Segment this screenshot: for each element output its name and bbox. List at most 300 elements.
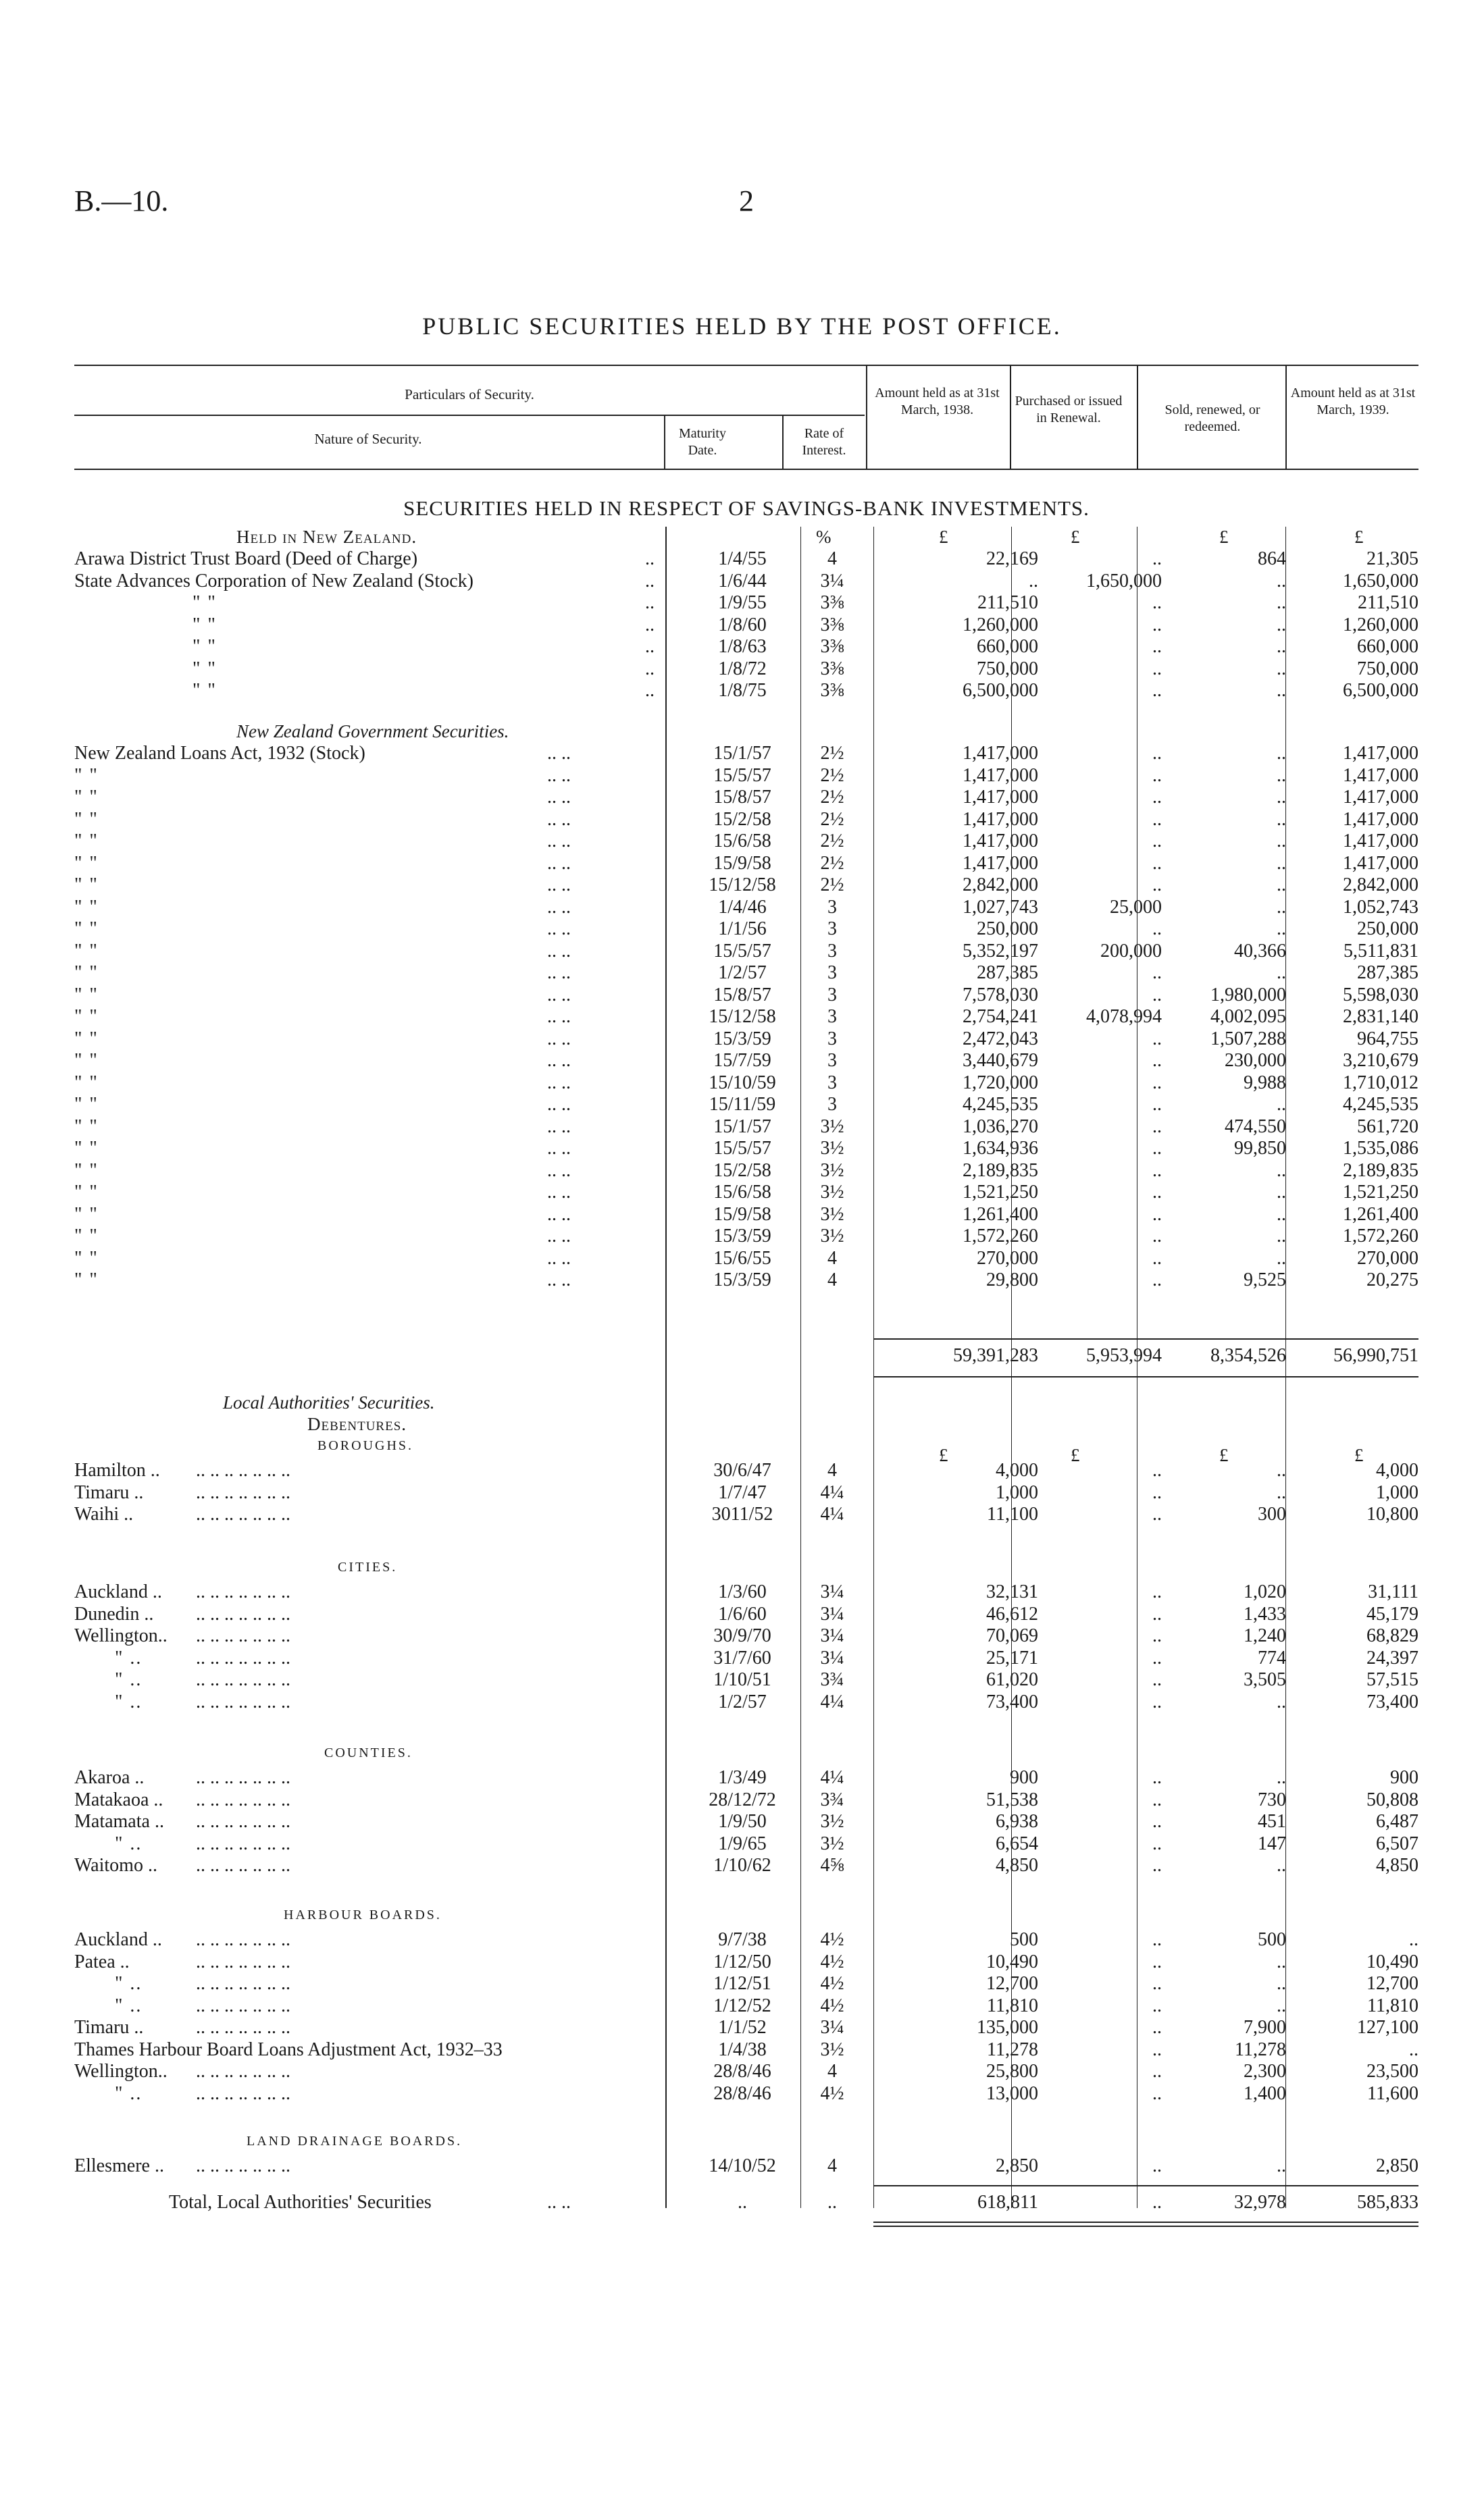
purchased-amount: ..	[1152, 1050, 1162, 1071]
subtotal1-top-rule	[873, 1338, 1418, 1340]
interest-rate: 4	[827, 548, 837, 569]
purchased-amount: ..	[1152, 2039, 1162, 2060]
sold-amount: ..	[1277, 1182, 1286, 1203]
sold-amount: ..	[1277, 918, 1286, 939]
amount-1938: 10,490	[986, 1951, 1038, 1972]
header-maturity: Maturity Date.	[679, 426, 726, 458]
header-top-rule	[74, 365, 1418, 366]
maturity-date: 1/6/44	[718, 570, 767, 592]
sold-amount: 500	[1258, 1929, 1286, 1950]
maturity-date: 30/6/47	[713, 1460, 771, 1481]
leader-dots: .. .. .. .. .. .. ..	[196, 2061, 290, 2082]
harbour-label: HARBOUR BOARDS.	[284, 1908, 442, 1922]
maturity-date: 1/4/38	[718, 2039, 767, 2060]
table-row	[74, 1648, 1418, 1669]
sold-amount: ..	[1277, 1247, 1286, 1269]
interest-rate: 3⅜	[820, 592, 844, 613]
amount-1939: 31,111	[1368, 1581, 1418, 1602]
amount-1939: ..	[1409, 2039, 1418, 2060]
interest-rate: 3	[827, 1072, 837, 1093]
interest-rate: 3¼	[820, 1647, 844, 1669]
vline-header-3	[866, 366, 867, 469]
amount-1938: 900	[1010, 1767, 1038, 1788]
interest-rate: 4½	[820, 1929, 844, 1950]
maturity-date: 15/11/59	[709, 1094, 776, 1115]
land-drainage-label: LAND DRAINAGE BOARDS.	[247, 2134, 463, 2149]
leader-dots: .. ..	[547, 1115, 571, 1137]
leader-dots: .. ..	[547, 1094, 571, 1115]
sold-amount: 147	[1258, 1833, 1286, 1854]
maturity-date: 1/12/51	[713, 1973, 771, 1994]
leader-dots: .. .. .. .. .. .. ..	[196, 1951, 290, 1972]
security-name: " "	[74, 852, 99, 874]
amount-1939: 2,189,835	[1343, 1159, 1418, 1181]
amount-1939: 2,831,140	[1343, 1006, 1418, 1027]
security-name: Waihi ..	[74, 1504, 134, 1525]
table-row	[74, 1767, 1418, 1789]
amount-1939: 6,507	[1376, 1833, 1418, 1854]
amount-1938: 1,417,000	[963, 831, 1038, 851]
table-row	[74, 1050, 1418, 1072]
leader-dots: .. ..	[547, 940, 571, 962]
amount-1938: 29,800	[986, 1269, 1038, 1290]
vline-header-5	[1137, 366, 1138, 469]
maturity-date: 1/8/72	[718, 658, 767, 679]
amount-1939: 1,417,000	[1343, 764, 1418, 786]
sold-amount: 4,002,095	[1210, 1006, 1286, 1027]
maturity-date: 3011/52	[711, 1504, 773, 1525]
unit-pound-1939-local: £	[1354, 1445, 1364, 1465]
security-name: " "	[74, 1028, 99, 1049]
table-row	[74, 1248, 1418, 1269]
purchased-amount: ..	[1152, 1603, 1162, 1625]
amount-1939: 6,500,000	[1343, 680, 1418, 701]
leader-dots: .. .. .. .. .. .. ..	[196, 1481, 290, 1503]
sold-amount: 40,366	[1234, 940, 1286, 962]
table-row	[74, 1204, 1418, 1226]
purchased-amount: ..	[1152, 680, 1162, 701]
leader-dots: .. ..	[547, 852, 571, 874]
amount-1939: 660,000	[1357, 636, 1418, 657]
amount-1939: ..	[1409, 1929, 1418, 1950]
security-name: Wellington..	[74, 1625, 168, 1646]
leader-dots: .. ..	[547, 1269, 571, 1290]
security-name: " "	[74, 918, 99, 939]
security-name: " "	[74, 1050, 99, 1071]
amount-1939: 23,500	[1366, 2061, 1418, 2082]
interest-rate: 3¼	[820, 1581, 844, 1602]
purchased-amount: ..	[1152, 918, 1162, 939]
subtotal1-sold: 8,354,526	[1210, 1345, 1286, 1366]
security-name: " ..	[115, 1691, 143, 1712]
maturity-date: 15/5/57	[713, 764, 771, 786]
interest-rate: 3½	[820, 2039, 844, 2060]
security-name: " "	[193, 592, 217, 613]
maturity-date: 14/10/52	[709, 2155, 776, 2176]
amount-1938: 1,417,000	[963, 852, 1038, 874]
header-rate: Rate of Interest.	[802, 426, 846, 458]
amount-1938: ..	[1029, 570, 1038, 592]
sold-amount: 230,000	[1225, 1050, 1286, 1071]
unit-pound-1939: £	[1354, 527, 1364, 547]
sold-amount: ..	[1277, 680, 1286, 701]
amount-1938: 750,000	[977, 658, 1038, 679]
interest-rate: 4⅝	[820, 1855, 844, 1876]
interest-rate: 4¼	[820, 1767, 844, 1788]
interest-rate: 3½	[820, 1811, 844, 1832]
header-particulars: Particulars of Security.	[405, 386, 534, 402]
maturity-date: 1/2/57	[718, 962, 767, 983]
security-name: Timaru ..	[74, 2017, 144, 2038]
leader-dots: .. ..	[547, 1226, 571, 1246]
sold-amount: ..	[1277, 1203, 1286, 1225]
interest-rate: 3½	[820, 1203, 844, 1225]
leader-dots: .. ..	[547, 1028, 571, 1049]
leader-dots: .. ..	[547, 808, 571, 830]
sold-amount: 1,980,000	[1210, 984, 1286, 1005]
interest-rate: 3	[827, 1094, 837, 1115]
purchased-amount: 1,650,000	[1086, 570, 1162, 592]
amount-1938: 25,171	[986, 1647, 1038, 1669]
amount-1938: 1,521,250	[963, 1182, 1038, 1203]
leader-dots: .. .. .. .. .. .. ..	[196, 1995, 290, 2016]
maturity-date: 1/3/60	[718, 1581, 767, 1602]
sold-amount: 9,525	[1244, 1269, 1286, 1290]
amount-1939: 1,521,250	[1343, 1182, 1418, 1203]
security-name: " "	[74, 1138, 99, 1159]
leader-dots: .. .. .. .. .. .. ..	[196, 1855, 290, 1876]
leader-dots: .. ..	[547, 1050, 571, 1071]
sold-amount: 7,900	[1244, 2017, 1286, 2038]
interest-rate: 4¼	[820, 1504, 844, 1525]
interest-rate: 4½	[820, 2082, 844, 2104]
interest-rate: 3½	[820, 1182, 844, 1203]
interest-rate: 3½	[820, 1138, 844, 1159]
table-row	[74, 571, 1418, 592]
leader-dots: .. ..	[547, 831, 571, 851]
maturity-date: 1/4/46	[718, 896, 767, 918]
purchased-amount: ..	[1152, 1269, 1162, 1290]
maturity-date: 15/5/57	[713, 1138, 771, 1159]
table-row	[74, 1973, 1418, 1995]
interest-rate: 4¼	[820, 1691, 844, 1712]
amount-1939: 1,572,260	[1343, 1226, 1418, 1246]
leader-dots: ..	[645, 614, 655, 635]
purchased-amount: ..	[1152, 2061, 1162, 2082]
amount-1939: 5,511,831	[1344, 940, 1418, 962]
leader-dots: .. ..	[547, 1247, 571, 1269]
sold-amount: ..	[1277, 1855, 1286, 1876]
sold-amount: ..	[1277, 896, 1286, 918]
total-local-label: Total, Local Authorities' Securities	[169, 2192, 432, 2213]
leader-dots: .. .. .. .. .. .. ..	[196, 1833, 290, 1854]
purchased-amount: ..	[1152, 1929, 1162, 1950]
amount-1938: 12,700	[986, 1973, 1038, 1994]
purchased-amount: ..	[1152, 962, 1162, 983]
amount-1939: 561,720	[1357, 1115, 1418, 1137]
table-row	[74, 1951, 1418, 1973]
unit-pound-purchased: £	[1071, 527, 1080, 547]
interest-rate: 3⅜	[820, 614, 844, 635]
table-row	[74, 2017, 1418, 2039]
security-name: Dunedin ..	[74, 1603, 154, 1625]
amount-1938: 2,842,000	[963, 874, 1038, 895]
header-bottom-rule	[74, 469, 1418, 470]
amount-1938: 46,612	[986, 1603, 1038, 1625]
amount-1939: 3,210,679	[1343, 1050, 1418, 1071]
sold-amount: ..	[1277, 1973, 1286, 1994]
table-row	[74, 1226, 1418, 1247]
amount-1939: 20,275	[1366, 1269, 1418, 1290]
security-name: " ..	[115, 2082, 143, 2104]
amount-1939: 1,417,000	[1343, 808, 1418, 830]
maturity-date: 1/6/60	[718, 1603, 767, 1625]
table-row	[74, 787, 1418, 808]
total-local-rate: ..	[827, 2192, 837, 2213]
amount-1939: 287,385	[1357, 962, 1418, 983]
amount-1938: 2,472,043	[963, 1028, 1038, 1049]
security-name: " "	[74, 1226, 99, 1246]
amount-1939: 1,052,743	[1343, 896, 1418, 918]
purchased-amount: ..	[1152, 1247, 1162, 1269]
table-row	[74, 2039, 1418, 2061]
purchased-amount: ..	[1152, 764, 1162, 786]
purchased-amount: ..	[1152, 1481, 1162, 1503]
amount-1939: 750,000	[1357, 658, 1418, 679]
page-code: B.—10.	[74, 184, 169, 217]
sold-amount: 300	[1258, 1504, 1286, 1525]
interest-rate: 3¼	[820, 1625, 844, 1646]
interest-rate: 3	[827, 918, 837, 939]
maturity-date: 15/10/59	[709, 1072, 776, 1093]
maturity-date: 15/6/58	[713, 831, 771, 851]
purchased-amount: ..	[1152, 658, 1162, 679]
sold-amount: ..	[1277, 1951, 1286, 1972]
leader-dots: .. .. .. .. .. .. ..	[196, 2082, 290, 2104]
maturity-date: 15/3/59	[713, 1269, 771, 1290]
amount-1939: 45,179	[1366, 1603, 1418, 1625]
interest-rate: 4½	[820, 1973, 844, 1994]
amount-1938: 70,069	[986, 1625, 1038, 1646]
maturity-date: 30/9/70	[713, 1625, 771, 1646]
purchased-amount: ..	[1152, 1625, 1162, 1646]
security-name: " "	[74, 1159, 99, 1181]
table-row	[74, 743, 1418, 764]
interest-rate: 3½	[820, 1226, 844, 1246]
vline-header-6	[1285, 366, 1287, 469]
security-name: Auckland ..	[74, 1581, 162, 1602]
interest-rate: 3	[827, 940, 837, 962]
maturity-date: 1/4/55	[718, 548, 767, 569]
security-name: " "	[74, 831, 99, 851]
maturity-date: 9/7/38	[718, 1929, 767, 1950]
sold-amount: 1,433	[1244, 1603, 1286, 1625]
interest-rate: 3¾	[820, 1789, 844, 1810]
maturity-date: 15/6/58	[713, 1182, 771, 1203]
table-row	[74, 918, 1418, 940]
security-name: " "	[193, 636, 217, 657]
purchased-amount: ..	[1152, 2082, 1162, 2104]
maturity-date: 15/3/59	[713, 1226, 771, 1246]
sold-amount: 474,550	[1225, 1115, 1286, 1137]
table-row	[74, 1691, 1418, 1713]
page-number: 2	[739, 184, 754, 217]
leader-dots: .. ..	[547, 1138, 571, 1159]
header-nature: Nature of Security.	[314, 431, 422, 447]
leader-dots: .. .. .. .. .. .. ..	[196, 1603, 290, 1625]
sold-amount: ..	[1277, 1481, 1286, 1503]
sold-amount: ..	[1277, 614, 1286, 635]
amount-1938: 1,000	[996, 1481, 1038, 1503]
sold-amount: ..	[1277, 658, 1286, 679]
sold-amount: ..	[1277, 808, 1286, 830]
purchased-amount: ..	[1152, 1669, 1162, 1690]
table-row	[74, 1669, 1418, 1691]
table-row	[74, 1604, 1418, 1625]
security-name: Akaroa ..	[74, 1767, 145, 1788]
amount-1938: 7,578,030	[963, 984, 1038, 1005]
purchased-amount: ..	[1152, 1159, 1162, 1181]
interest-rate: 3⅜	[820, 658, 844, 679]
security-name: Timaru ..	[74, 1481, 144, 1503]
maturity-date: 1/9/55	[718, 592, 767, 613]
security-name: " "	[74, 940, 99, 962]
leader-dots: .. .. .. .. .. .. ..	[196, 1691, 290, 1712]
held-in-nz-heading: Held in New Zealand.	[236, 527, 417, 547]
purchased-amount: ..	[1152, 1504, 1162, 1525]
sold-amount: ..	[1277, 570, 1286, 592]
maturity-date: 15/9/58	[713, 852, 771, 874]
sold-amount: ..	[1277, 831, 1286, 851]
purchased-amount: ..	[1152, 1581, 1162, 1602]
security-name: " "	[74, 1203, 99, 1225]
amount-1939: 21,305	[1366, 548, 1418, 569]
amount-1939: 73,400	[1366, 1691, 1418, 1712]
maturity-date: 1/8/75	[718, 680, 767, 701]
total-local-purchased: ..	[1152, 2192, 1162, 2213]
security-name: " "	[74, 1006, 99, 1027]
maturity-date: 15/8/57	[713, 787, 771, 808]
maturity-date: 1/10/51	[713, 1669, 771, 1690]
leader-dots: .. .. .. .. .. .. ..	[196, 1581, 290, 1602]
amount-1938: 11,100	[987, 1504, 1038, 1525]
interest-rate: 3½	[820, 1159, 844, 1181]
maturity-date: 15/3/59	[713, 1028, 771, 1049]
amount-1938: 1,417,000	[963, 787, 1038, 808]
subtotal1-row	[74, 1345, 1418, 1367]
purchased-amount: ..	[1152, 592, 1162, 613]
interest-rate: 3	[827, 896, 837, 918]
sold-amount: ..	[1277, 787, 1286, 808]
sold-amount: 1,020	[1244, 1581, 1286, 1602]
amount-1939: 211,510	[1358, 592, 1418, 613]
interest-rate: 4	[827, 1269, 837, 1290]
unit-pound-purchased-local: £	[1071, 1445, 1080, 1465]
maturity-date: 1/2/57	[718, 1691, 767, 1712]
amount-1938: 5,352,197	[963, 940, 1038, 962]
local-authorities-heading: Local Authorities' Securities.	[223, 1392, 435, 1413]
amount-1939: 964,755	[1357, 1028, 1418, 1049]
amount-1938: 22,169	[986, 548, 1038, 569]
amount-1938: 32,131	[986, 1581, 1038, 1602]
purchased-amount: ..	[1152, 1691, 1162, 1712]
purchased-amount: ..	[1152, 2017, 1162, 2038]
amount-1938: 1,572,260	[963, 1226, 1038, 1246]
purchased-amount: 4,078,994	[1086, 1006, 1162, 1027]
leader-dots: .. ..	[547, 1159, 571, 1181]
amount-1938: 1,261,400	[963, 1203, 1038, 1225]
table-row	[74, 1504, 1418, 1525]
sold-amount: 99,850	[1234, 1138, 1286, 1159]
security-name: " ..	[115, 1647, 143, 1669]
amount-1938: 11,278	[987, 2039, 1038, 2060]
leader-dots: ..	[645, 592, 655, 613]
security-name: " "	[193, 680, 217, 701]
table-row	[74, 2155, 1418, 2177]
amount-1939: 1,417,000	[1343, 787, 1418, 808]
maturity-date: 15/12/58	[709, 1006, 776, 1027]
amount-1939: 1,000	[1376, 1481, 1418, 1503]
purchased-amount: ..	[1152, 852, 1162, 874]
maturity-date: 15/8/57	[713, 984, 771, 1005]
total-local-maturity: ..	[738, 2192, 747, 2213]
debentures-heading: Debentures.	[307, 1414, 407, 1434]
sold-amount: 774	[1258, 1647, 1286, 1669]
section-title: SECURITIES HELD IN RESPECT OF SAVINGS-BANK INVESTMENTS.	[403, 496, 1090, 520]
maturity-date: 1/1/52	[718, 2017, 767, 2038]
security-name: " "	[74, 787, 99, 808]
table-row	[74, 853, 1418, 874]
sold-amount: ..	[1277, 636, 1286, 657]
purchased-amount: ..	[1152, 1115, 1162, 1137]
purchased-amount: 25,000	[1110, 896, 1162, 918]
maturity-date: 1/12/52	[713, 1995, 771, 2016]
table-row	[74, 1482, 1418, 1504]
amount-1939: 1,535,086	[1343, 1138, 1418, 1159]
leader-dots: ..	[645, 680, 655, 701]
maturity-date: 1/9/65	[718, 1833, 767, 1854]
amount-1939: 1,261,400	[1343, 1203, 1418, 1225]
maturity-date: 15/2/58	[713, 1159, 771, 1181]
sold-amount: 451	[1258, 1811, 1286, 1832]
amount-1939: 24,397	[1366, 1647, 1418, 1669]
total-local-double-rule-2	[873, 2226, 1418, 2227]
leader-dots: .. .. .. .. .. .. ..	[196, 1767, 290, 1788]
table-row	[74, 1789, 1418, 1811]
amount-1938: 2,189,835	[963, 1159, 1038, 1181]
maturity-date: 15/12/58	[709, 874, 776, 895]
table-row	[74, 1855, 1418, 1876]
security-name: " "	[74, 1269, 99, 1290]
leader-dots: .. .. .. .. .. .. ..	[196, 1460, 290, 1481]
amount-1938: 4,850	[996, 1855, 1038, 1876]
sold-amount: 864	[1258, 548, 1286, 569]
table-row	[74, 2061, 1418, 2082]
amount-1938: 2,754,241	[963, 1006, 1038, 1027]
unit-pound-1938-local: £	[939, 1445, 948, 1465]
table-row	[74, 1072, 1418, 1094]
purchased-amount: ..	[1152, 1951, 1162, 1972]
maturity-date: 28/8/46	[713, 2082, 771, 2104]
purchased-amount: ..	[1152, 874, 1162, 895]
amount-1938: 13,000	[986, 2082, 1038, 2104]
sold-amount: ..	[1277, 1995, 1286, 2016]
purchased-amount: ..	[1152, 1138, 1162, 1159]
maturity-date: 28/8/46	[713, 2061, 771, 2082]
amount-1938: 61,020	[986, 1669, 1038, 1690]
sold-amount: 1,400	[1244, 2082, 1286, 2104]
subtotal1-bottom-rule	[873, 1376, 1418, 1377]
